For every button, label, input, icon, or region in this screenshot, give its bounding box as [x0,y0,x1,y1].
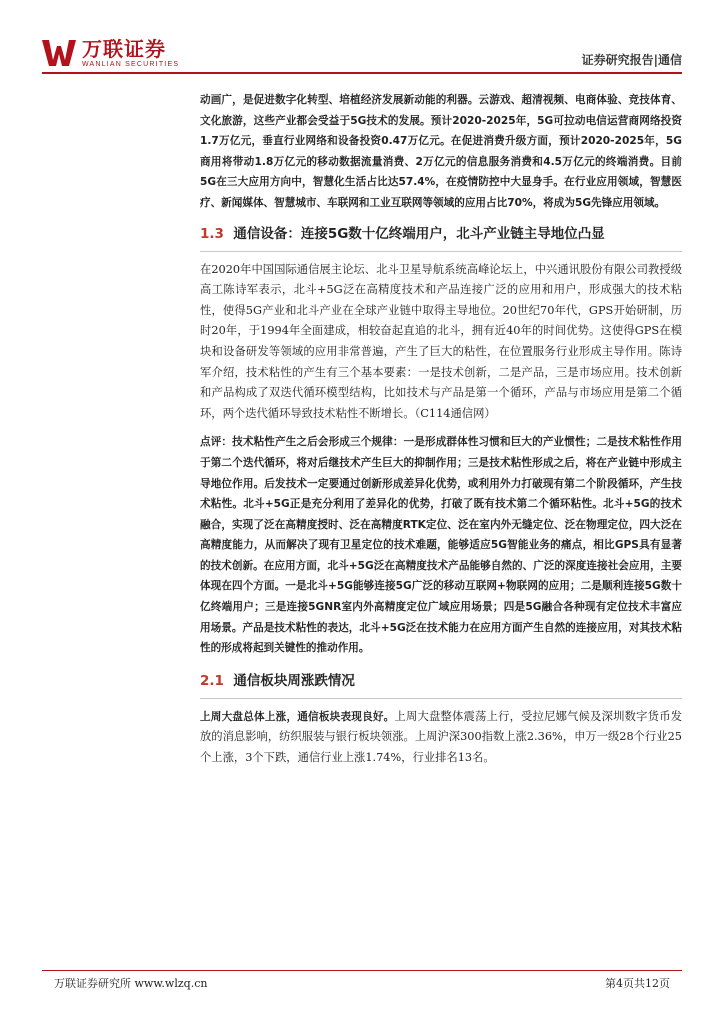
market-body: 上周大盘整体震荡上行，受拉尼娜气候及深圳数字货币发放的消息影响，纺织服装与银行板块领涨。上周沪深300指数上涨2.36%，申万一级28个行业25个上涨，3个下跌，通信行业上涨1.74%，行业排名13名。 [200,709,682,765]
section-number: 1.3 [200,225,224,242]
section-heading-2-1 [200,671,682,699]
report-category: 证券研究报告|通信 [581,53,682,67]
company-logo [42,36,179,70]
intro-paragraph: 动画广，是促进数字化转型、培植经济发展新动能的利器。云游戏、超清视频、电商体验、竞技体育、文化旅游，这些产业都会受益于5G技术的发展。预计2020-2025年，5G可拉动电信运营商网络投资1.7万亿元，垂直行业网络和设备投资0.47万亿元。在促进消费升级方面，预计2020-2025年，5G商用将带动1.8万亿元的移动数据流量消费、2万亿元的信息服务消费和4.5万亿元的终端消费。目前5G在三大应用方向中，智慧化生活占比达57.4%，在疫情防控中大显身手。在行业应用领域，智慧医疗、新闻媒体、智慧城市、车联网和工业互联网等领域的应用占比70%，将成为5G先锋应用领域。 [200,94,682,209]
market-paragraph [200,707,682,769]
wanlian-logo-icon [42,38,76,68]
main-content [200,90,682,769]
market-lead: 上周大盘总体上涨，通信板块表现良好。 [200,710,395,723]
footer-divider [42,970,682,971]
section-number: 2.1 [200,672,224,689]
section-heading-1-3 [200,224,682,252]
section-title: 通信板块周涨跌情况 [233,672,355,689]
logo-chinese-text: 万联证券 [82,36,166,61]
logo-english-text: WANLIAN SECURITIES [82,60,180,68]
comment-paragraph: 点评：技术粘性产生之后会形成三个规律：一是形成群体性习惯和巨大的产业惯性；二是技术粘性作用于第二个迭代循环，将对后继技术产生巨大的抑制作用；三是技术粘性形成之后，将在产业链中形成主导地位作用。后发技术一定要通过创新形成差异化优势，或利用外力打破现有第二个阶段循环，产生技术粘性。北斗+5G正是充分利用了差异化的优势，打破了既有技术第二个循环粘性。北斗+5G的技术融合，实现了泛在高精度授时、泛在高精度RTK定位、泛在室内外无缝定位、泛在物理定位，四大泛在高精度能力，从而解决了现有卫星定位的技术难题，能够适应5G智能业务的痛点，相比GPS具有显著的技术创新。在应用方面，北斗+5G泛在高精度技术产品能够自然的、广泛的深度连接社会应用，主要体现在四个方面。一是北斗+5G能够连接5G广泛的移动互联网+物联网的应用；二是顺利连接5G数十亿终端用户；三是连接5GNR室内外高精度定位广域应用场景；四是5G融合各种现有定位技术丰富应用场景。产品是技术粘性的表达，北斗+5G泛在技术能力在应用方面产生自然的连接应用，对其技术粘性的形成将起到关键性的推动作用。 [200,436,682,655]
page-number: 第4页共12页 [605,977,670,990]
footer-source: 万联证券研究所 www.wlzq.cn [54,977,208,990]
section-title: 通信设备：连接5G数十亿终端用户，北斗产业链主导地位凸显 [233,225,605,242]
header-divider [42,72,682,74]
page-header [42,36,682,70]
news-paragraph: 在2020年中国国际通信展主论坛、北斗卫星导航系统高峰论坛上，中兴通讯股份有限公司教授级高工陈诗军表示，北斗+5G泛在高精度技术和产品连接广泛的应用和用户，形成强大的技术粘性，使得5G产业和北斗产业在全球产业链中取得主导地位。20世纪70年代，GPS开始研制，历时20年，于1994年全面建成，相较奋起直追的北斗，拥有近40年的时间优势。这使得GPS在模块和设备研发等领域的应用非常普遍，产生了巨大的粘性，在位置服务行业形成主导作用。陈诗军介绍，技术粘性的产生有三个基本要素：一是技术创新，二是产品，三是市场应用。技术创新和产品构成了双迭代循环模型结构，比如技术与产品是第一个循环，产品与市场应用是第二个循环，两个迭代循环导致技术粘性不断增长。（C114通信网） [200,262,682,420]
